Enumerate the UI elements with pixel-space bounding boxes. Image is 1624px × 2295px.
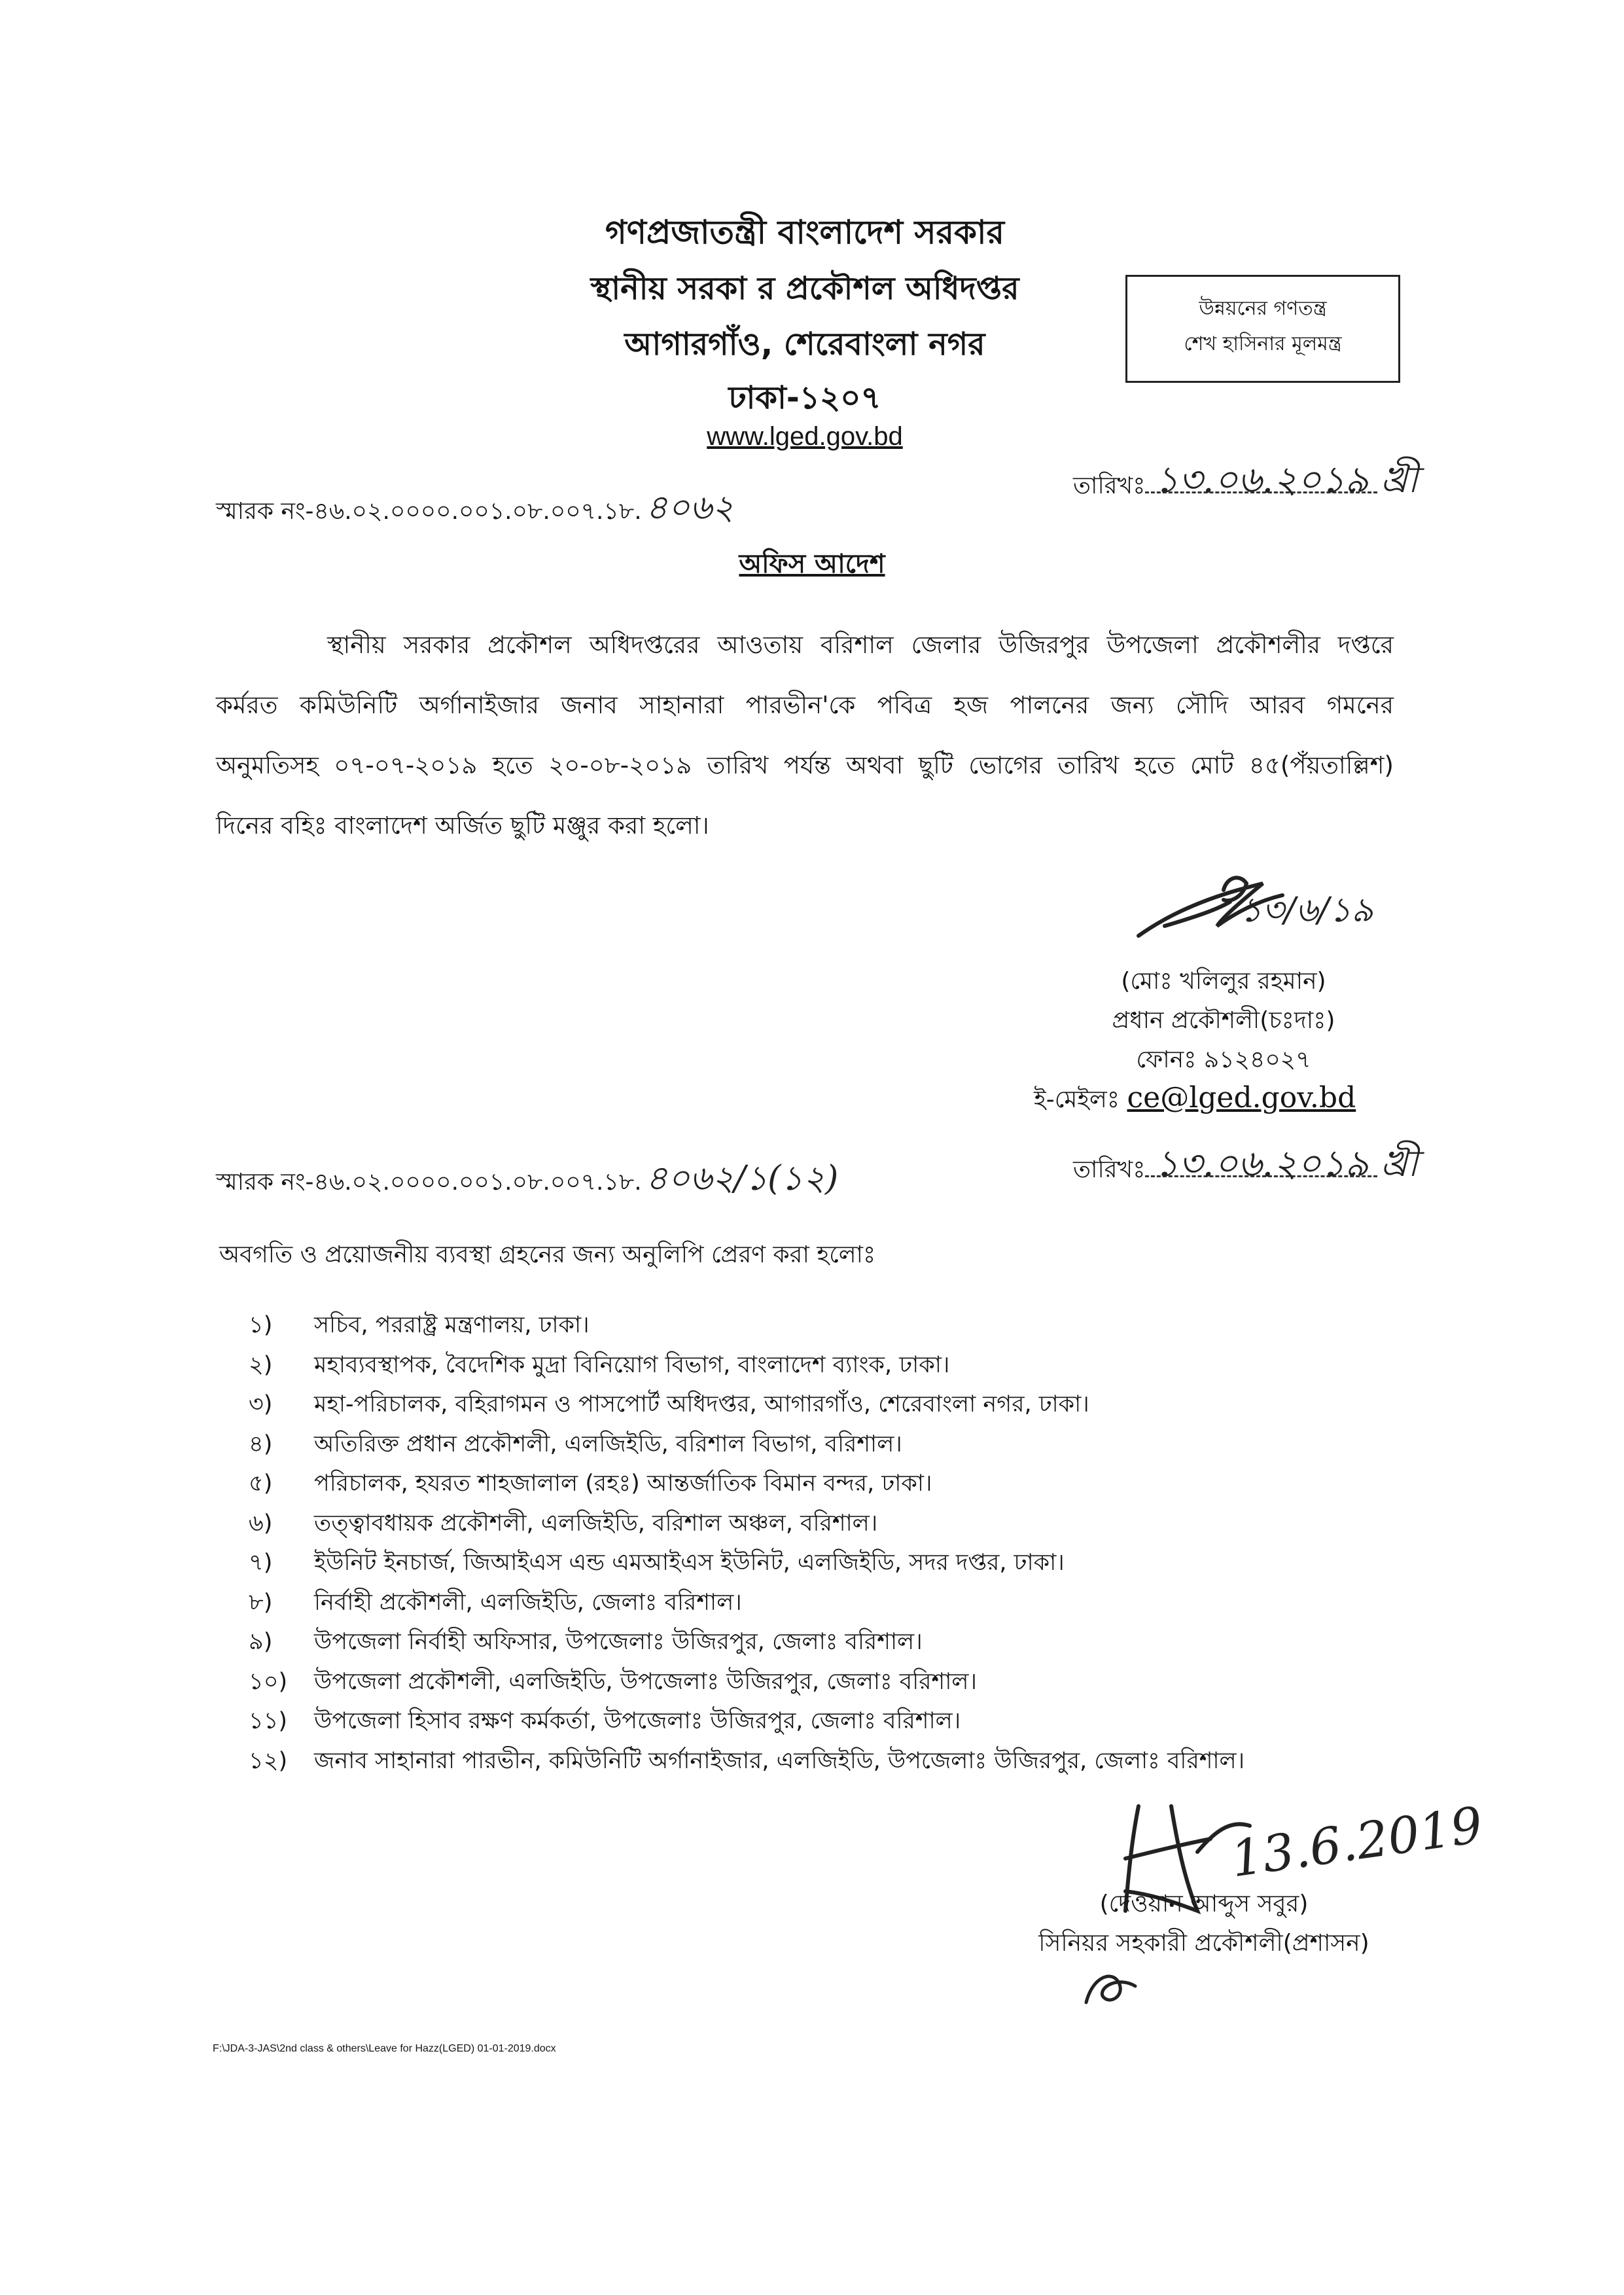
memo-reference-number: ৪০৬২: [645, 488, 734, 527]
signatory-1-designation: প্রধান প্রকৌশলী(চঃদাঃ): [1112, 1007, 1335, 1034]
signature-2-date: 13.6.2019: [1227, 1795, 1487, 1889]
signature-1-date: ১৩/৬/১৯: [1240, 891, 1373, 930]
list-item: ১) সচিব, পররাষ্ট্র মন্ত্রণালয়, ঢাকা।: [249, 1312, 590, 1338]
memo-reference: [216, 481, 734, 538]
memo-2-reference-label: স্মারক নং-৪৬.০২.০০০০.০০১.০৮.০০৭.১৮.: [216, 1169, 642, 1196]
motto-line-1: উন্নয়নের গণতন্ত্র: [1199, 297, 1327, 320]
website-link[interactable]: www.lged.gov.bd: [707, 422, 903, 451]
recipient-list: [249, 1306, 1426, 1781]
list-item: ১০) উপজেলা প্রকৌশলী, এলজিইডি, উপজেলাঃ উজিরপুর, জেলাঃ বরিশাল।: [249, 1668, 977, 1695]
body-line: কর্মরত কমিউনিটি অর্গানাইজার জনাব সাহানারা পারভীন'কে পবিত্র হজ পালনের জন্য সৌদি আরব গমনের: [216, 691, 1394, 719]
signatory-1-phone: ফোনঃ ৯১২৪০২৭: [1136, 1046, 1311, 1073]
department-name: স্থানীয় সরকা র প্রকৌশল অধিদপ্তর: [590, 270, 1019, 307]
signatory-2-name: (দেওয়ান আব্দুস সবুর): [1099, 1891, 1309, 1917]
email-label: ই-মেইলঃ: [1034, 1086, 1120, 1113]
email-link[interactable]: ce@lged.gov.bd: [1127, 1081, 1356, 1114]
list-item: ৪) অতিরিক্ত প্রধান প্রকৌশলী, এলজিইডি, বরিশাল বিভাগ, বরিশাল।: [249, 1431, 902, 1457]
list-item: ১১) উপজেলা হিসাব রক্ষণ কর্মকর্তা, উপজেলাঃ উজিরপুর, জেলাঃ বরিশাল।: [249, 1708, 961, 1734]
list-item: ৮) নির্বাহী প্রকৌশলী, এলজিইডি, জেলাঃ বরিশাল।: [249, 1589, 742, 1616]
handwritten-date: ১৩.০৬.২০১৯ খ্রী: [1155, 459, 1419, 501]
address-line: আগারগাঁও, শেরেবাংলা নগর: [624, 326, 985, 363]
motto-box: [1125, 275, 1400, 383]
list-item: ৩) মহা-পরিচালক, বহিরাগমন ও পাসপোর্ট অধিদপ্তর, আগারগাঁও, শেরেবাংলা নগর, ঢাকা।: [249, 1391, 1089, 1417]
initial-mark: [1073, 1957, 1152, 2016]
order-body: [216, 615, 1394, 856]
body-line: দিনের বহিঃ বাংলাদেশ অর্জিত ছুটি মঞ্জুর করা হলো।: [216, 811, 709, 840]
signatory-2: [968, 1885, 1439, 1963]
signatory-2-designation: সিনিয়র সহকারী প্রকৌশলী(প্রশাসন): [1038, 1930, 1369, 1957]
city-postcode: ঢাকা-১২০৭: [728, 380, 881, 416]
body-line: স্থানীয় সরকার প্রকৌশল অধিদপ্তরের আওতায় বরিশাল জেলার উজিরপুর উপজেলা প্রকৌশলীর দপ্তরে: [327, 631, 1394, 659]
list-item: ৬) তত্ত্বাবধায়ক প্রকৌশলী, এলজিইডি, বরিশাল অঞ্চল, বরিশাল।: [249, 1510, 878, 1537]
list-item: ১২) জনাব সাহানারা পারভীন, কমিউনিটি অর্গানাইজার, এলজিইডি, উপজেলাঃ উজিরপুর, জেলাঃ বরিশাল।: [249, 1747, 1245, 1774]
order-title: [0, 543, 1624, 587]
order-title-text: অফিস আদেশ: [739, 549, 885, 579]
govt-title: গণপ্রজাতন্ত্রী বাংলাদেশ সরকার: [605, 213, 1004, 251]
signatory-1: [1021, 962, 1426, 1080]
list-item: ৭) ইউনিট ইনচার্জ, জিআইএস এন্ড এমআইএস ইউনিট, এলজিইডি, সদর দপ্তর, ঢাকা।: [249, 1550, 1065, 1576]
motto-line-2: শেখ হাসিনার মূলমন্ত্র: [1184, 332, 1342, 355]
handwritten-date: ১৩.০৬.২০১৯ খ্রী: [1155, 1143, 1419, 1185]
file-path: F:\JDA-3-JAS\2nd class & others\Leave for Hazz(LGED) 01-01-2019.docx: [213, 2043, 556, 2054]
list-item: ৫) পরিচালক, হযরত শাহজালাল (রহঃ) আন্তর্জাতিক বিমান বন্দর, ঢাকা।: [249, 1470, 932, 1497]
list-item: ৯) উপজেলা নির্বাহী অফিসার, উপজেলাঃ উজিরপুর, জেলাঃ বরিশাল।: [249, 1629, 923, 1655]
date-label: তারিখঃ: [1073, 472, 1146, 499]
copy-intro: অবগতি ও প্রয়োজনীয় ব্যবস্থা গ্রহনের জন্য অনুলিপি প্রেরণ করা হলোঃ: [219, 1241, 876, 1268]
date-label: তারিখঃ: [1073, 1156, 1146, 1183]
body-line: অনুমতিসহ ০৭-০৭-২০১৯ হতে ২০-০৮-২০১৯ তারিখ পর্যন্ত অথবা ছুটি ভোগের তারিখ হতে মোট ৪৫(পঁয়তাল্লিশ): [216, 751, 1394, 779]
signatory-1-name: (মোঃ খলিলুর রহমান): [1121, 968, 1326, 995]
signatory-1-email-row: [1034, 1081, 1356, 1121]
list-item: ২) মহাব্যবস্থাপক, বৈদেশিক মুদ্রা বিনিয়োগ বিভাগ, বাংলাদেশ ব্যাংক, ঢাকা।: [249, 1351, 950, 1378]
memo-reference-label: স্মারক নং-৪৬.০২.০০০০.০০১.০৮.০০৭.১৮.: [216, 498, 642, 525]
memo-2-reference-number: ৪০৬২/১(১২): [645, 1159, 839, 1198]
memo-2-reference: [216, 1152, 838, 1209]
